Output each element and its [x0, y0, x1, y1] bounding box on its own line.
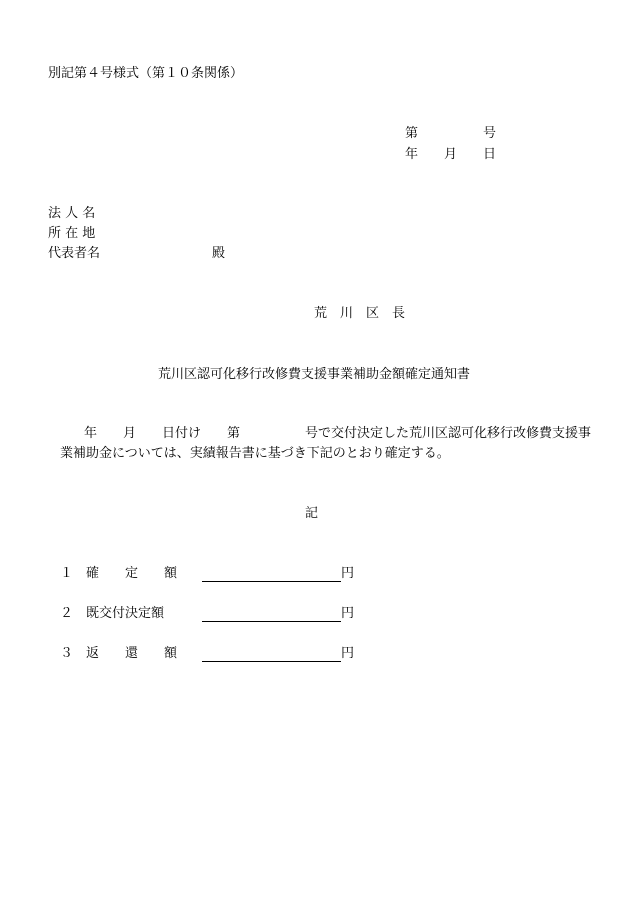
item-label: 既交付決定額 [86, 606, 165, 621]
item-label: 返 還 額 [86, 646, 178, 661]
item-number: １ [60, 566, 74, 581]
yen-unit: 円 [341, 606, 355, 621]
yen-unit: 円 [341, 646, 355, 661]
item-row-granted-amount [60, 606, 354, 622]
honorific: 殿 [212, 246, 226, 261]
body-text-line-2: 業補助金については、実績報告書に基づき下記のとおり確定する。 [60, 446, 450, 461]
sender-name: 荒 川 区 長 [314, 306, 406, 321]
amount-blank-line [202, 607, 341, 622]
item-number: ２ [60, 606, 74, 621]
body-text-line-1: 年 月 日付け 第 号で交付決定した荒川区認可化移行改修費支援事 [84, 426, 592, 441]
document-title: 荒川区認可化移行改修費支援事業補助金額確定通知書 [158, 367, 471, 382]
amount-blank-line [202, 647, 341, 662]
item-label: 確 定 額 [86, 566, 178, 581]
form-identifier: 別記第４号様式（第１０条関係） [48, 66, 244, 81]
corporation-address-label: 所 在 地 [48, 226, 96, 241]
representative-name-label: 代表者名 [48, 246, 101, 261]
yen-unit: 円 [341, 566, 355, 581]
item-number: ３ [60, 646, 74, 661]
amount-blank-line [202, 567, 341, 582]
item-row-refund-amount [60, 646, 354, 662]
item-row-confirmed-amount [60, 566, 354, 582]
document-date: 年 月 日 [405, 147, 497, 162]
ki-heading: 記 [305, 506, 319, 521]
document-number: 第 号 [405, 126, 497, 141]
corporation-name-label: 法 人 名 [48, 206, 96, 221]
